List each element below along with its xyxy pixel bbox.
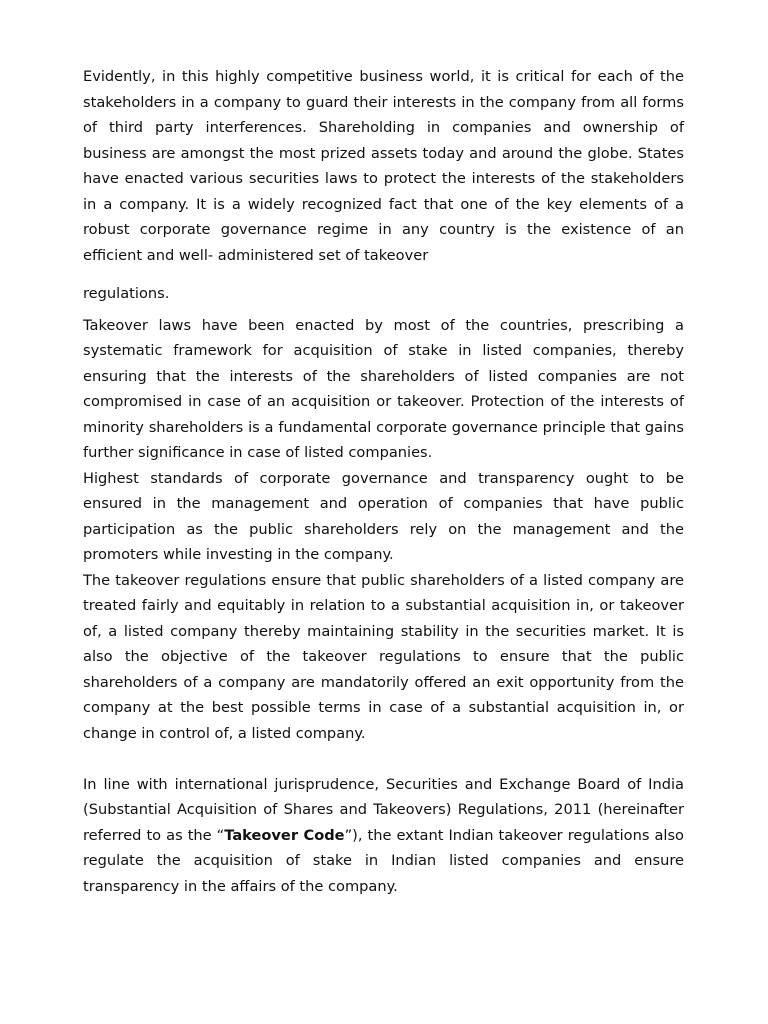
paragraph-continuation: regulations. — [83, 285, 170, 302]
paragraph-takeover-laws: Takeover laws have been enacted by most of the countries, prescribing a systematic framework for acquisition of stake in listed companies, thereby ensuring that the interests of the shareholders of listed companies are not compromised in case of an acquisition or takeover. Protection of the interests of minority shareholders is a fundamental corporate governance principle that gains further significance in case of listed companies. — [83, 316, 684, 461]
paragraph-stakeholder-interests: Evidently, in this highly competitive business world, it is critical for each of the stakeholders in a company to guard their interests in the company from all forms of third party interferences. Shareholding in companies and ownership of business are amongst the most prized assets today and around the globe. States have enacted various securities laws to protect the interests of the stakeholders in a company. It is a widely recognized fact that one of the key elements of a robust corporate governance regime in any country is the existence of an efficient and well- administered set of takeover — [83, 68, 684, 264]
takeover-code-text-after: ”), the extant Indian takeover regulations also regulate the acquisition of stake in Indian listed companies and ensure transparency in the affairs of the company. — [83, 826, 684, 895]
takeover-code-text-before: In line with international jurisprudence, Securities and Exchange Board of India (Substantial Acquisition of Shares and Takeovers) Regulations, 2011 (hereinafter referred to as the “ — [83, 775, 684, 844]
paragraph-takeover-regulations: The takeover regulations ensure that public shareholders of a listed company are treated fairly and equitably in relation to a substantial acquisition in, or takeover of, a listed company thereby maintaining stability in the securities market. It is also the objective of the takeover regulations to ensure that the public shareholders of a company are mandatorily offered an exit opportunity from the company at the best possible terms in case of a substantial acquisition in, or change in control of, a listed company. — [83, 571, 684, 742]
paragraph-governance-standards: Highest standards of corporate governance and transparency ought to be ensured in the management and operation of companies that have public participation as the public shareholders rely on the management and the promoters while investing in the company. — [83, 469, 684, 563]
document-body — [83, 64, 684, 899]
takeover-code-term: Takeover Code — [224, 826, 345, 844]
paragraph-spacer — [83, 746, 684, 772]
paragraph-takeover-code — [83, 772, 684, 900]
